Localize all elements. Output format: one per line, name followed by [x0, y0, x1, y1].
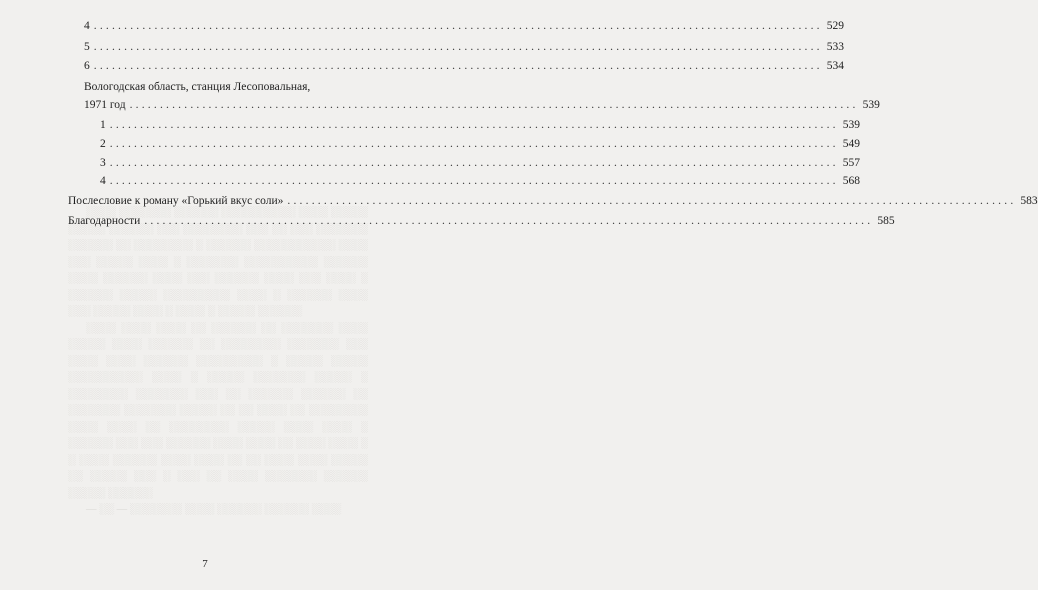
- toc-entry-label: 6: [84, 60, 90, 72]
- toc-entry: [100, 136, 860, 152]
- toc-page-number: 533: [826, 41, 844, 53]
- toc-entry: [68, 213, 895, 229]
- toc-entry: [100, 155, 860, 171]
- toc-entry: [68, 193, 1038, 209]
- toc-entry-label: 5: [84, 41, 90, 53]
- toc-page-number: 583: [1020, 195, 1038, 207]
- toc-dot-leader: ........................................................................................................................: [109, 175, 839, 187]
- toc-page-number: 585: [877, 215, 895, 227]
- page-number: 7: [202, 558, 208, 570]
- toc-dot-leader: ........................................................................................................................: [287, 195, 1017, 207]
- toc-entry-label: 4: [100, 175, 106, 187]
- toc-page-number: 549: [842, 138, 860, 150]
- toc-entry: [84, 18, 844, 34]
- toc-dot-leader: ........................................................................................................................: [109, 138, 839, 150]
- toc-page-number: 539: [862, 99, 880, 111]
- toc-entry-label: 1: [100, 119, 106, 131]
- show-through-text: ░░░░ ░░░░░░░ ░░░░░░ ░░░░░░░░░░ ░░░░ ░░░░░ ░░░░░ ░░░░░░ ░░░ ░░░░░░░░ ░░░ ░░ ░░░ ░░░░░░░ ░░░░░░ ░░ ░░░░░░░░ ░ ░░░░░░ ░░░░░░░░░░░ ░░░░ ░░░ ░░░░░ ░░░░ ░ ░░░░░░░ ░░░░░░░░░░ ░░░░░░ ░░░░ ░░░░░░ ░░░░ ░░░ ░░░░░░ ░░░░ ░░░ ░░░░ ░ ░░░░░░ ░░░░░ ░░░░░░░░░ ░░░░ ░ ░░░░░░ ░░░░ ░░░ ░░░░░ ░░░░ ░ ░░░░ ░ ░░░░░ ░░░░░░ ░░░░ ░░░░ ░░░░ ░░ ░░░░░░ ░░ ░░░░░░░ ░░░░ ░░░░░ ░░░░ ░░░░░░ ░░ ░░░░░░░░ ░░░░░░░ ░░░ ░░░░ ░░░░ ░░░░░░ ░░░░░░░░░ ░ ░░░░░ ░░░░░ ░░░░░░░░░░ ░░░░ ░ ░░░░░ ░░░░░░░ ░░░░░ ░ ░░░░░░░░ ░░░░░░░ ░░░ ░░ ░░░░░░ ░░░░░░ ░░ ░░░░░░░ ░░░░░░░ ░░░░░ ░░ ░░ ░░░░ ░░ ░░░░░░░░ ░░░░ ░░░░ ░░ ░░░░░░░░ ░░░░░ ░░░░ ░░░░ ░ ░░░░░░ ░░░ ░░░ ░░░░░░ ░░░░ ░░░░ ░░ ░░░░ ░░░░ ░ ░ ░░░░ ░░░░░░ ░░░░ ░░░░ ░░ ░░ ░░░░ ░░░░ ░░░░░ ░░ ░░░░░ ░░░ ░ ░░░ ░░ ░░░░ ░░░░░░░ ░░░░░░ ░░░░░ ░░░░░░ — ░░ — ░░░░░░░ ░░░░ ░░░░░░ ░░░░░░ ░░░░: [68, 207, 368, 515]
- toc-dot-leader: ........................................................................................................................: [93, 20, 823, 32]
- toc-entry: [84, 39, 844, 55]
- toc-entry-label: 1971 год: [84, 99, 126, 111]
- toc-page-number: 568: [842, 175, 860, 187]
- toc-dot-leader: ........................................................................................................................: [109, 119, 839, 131]
- toc-entry-label: 3: [100, 157, 106, 169]
- toc-dot-leader: ........................................................................................................................: [93, 60, 823, 72]
- toc-entry-label: 4: [84, 20, 90, 32]
- toc-page-number: 557: [842, 157, 860, 169]
- toc-dot-leader: ........................................................................................................................: [129, 99, 859, 111]
- toc-entry-label: 2: [100, 138, 106, 150]
- toc-dot-leader: ........................................................................................................................: [93, 41, 823, 53]
- toc-section-heading: Вологодская область, станция Лесоповальная,: [84, 81, 311, 93]
- toc-entry: [84, 97, 880, 113]
- toc-page-number: 539: [842, 119, 860, 131]
- toc-entry: [84, 58, 844, 74]
- toc-page-number: 534: [826, 60, 844, 72]
- toc-entry: [100, 173, 860, 189]
- toc-dot-leader: ........................................................................................................................: [109, 157, 839, 169]
- toc-entry: [100, 117, 860, 133]
- toc-entry-label: Благодарности: [68, 215, 141, 227]
- toc-entry-label: Послесловие к роману «Горький вкус соли»: [68, 195, 284, 207]
- toc-page-number: 529: [826, 20, 844, 32]
- toc-dot-leader: ........................................................................................................................: [144, 215, 874, 227]
